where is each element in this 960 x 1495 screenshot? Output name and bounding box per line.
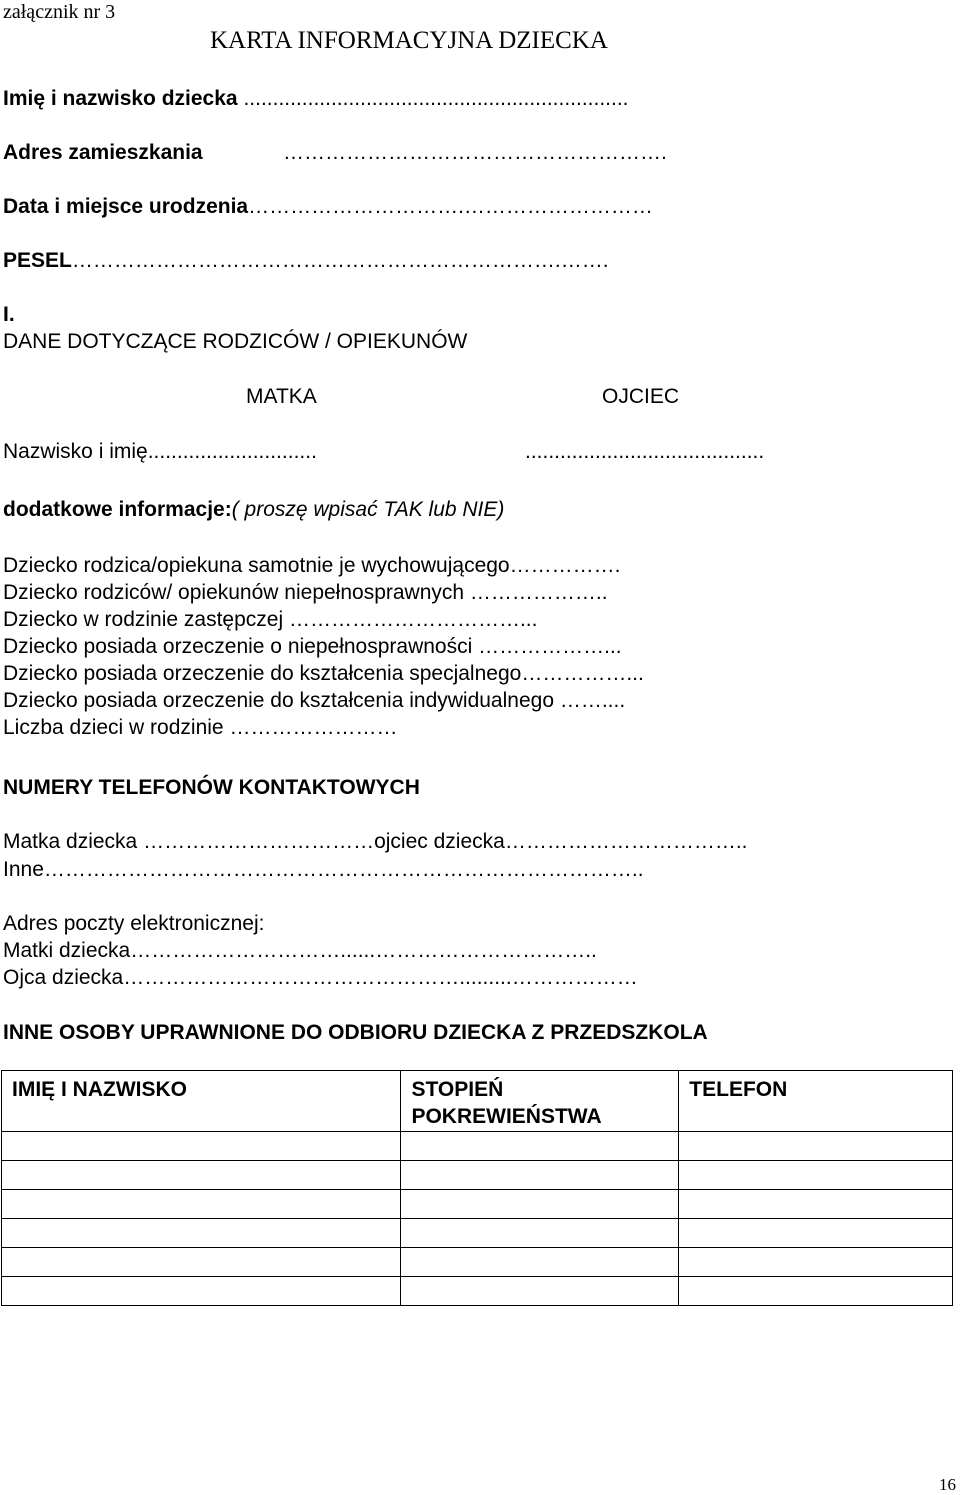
- pickup-table-body: [2, 1131, 953, 1305]
- mother-email-dots[interactable]: …………………………......…………………………..: [130, 939, 597, 962]
- child-birth-label: Data i miejsce urodzenia: [3, 195, 249, 218]
- mother-column-header: MATKA: [246, 385, 317, 408]
- mother-name-dots[interactable]: .............................: [147, 440, 317, 463]
- question-label: Dziecko posiada orzeczenie do kształcenia specjalnego: [3, 662, 522, 685]
- table-row: [2, 1131, 953, 1160]
- father-phone-dots[interactable]: ……………………………..: [504, 830, 748, 853]
- pickup-title: INNE OSOBY UPRAWNIONE DO ODBIORU DZIECKA Z PRZEDSZKOLA: [3, 1021, 708, 1044]
- mother-phone-dots[interactable]: ……………………………: [137, 830, 375, 853]
- table-row: [2, 1160, 953, 1189]
- email-title: Adres poczty elektronicznej:: [3, 912, 265, 935]
- question-answer-dots[interactable]: ……………………………...: [283, 608, 538, 631]
- father-name-dots[interactable]: .........................................: [525, 440, 765, 463]
- father-email-dots[interactable]: ………………………………………….........………………: [123, 966, 638, 989]
- question-answer-dots[interactable]: ……………...: [521, 662, 644, 685]
- question-special-education: [3, 663, 644, 684]
- question-label: Dziecko posiada orzeczenie do kształcenia indywidualnego: [3, 689, 554, 712]
- question-foster-family: [3, 609, 537, 630]
- table-row: [2, 1189, 953, 1218]
- phone-cell[interactable]: [679, 1247, 953, 1276]
- relation-cell[interactable]: [401, 1189, 679, 1218]
- father-phone-label: ojciec dziecka: [374, 830, 505, 853]
- additional-info-hint: ( proszę wpisać TAK lub NIE): [231, 498, 505, 521]
- table-row: [2, 1218, 953, 1247]
- name-cell[interactable]: [2, 1131, 401, 1160]
- parents-name-row: [3, 441, 317, 462]
- question-disabled-parents: [3, 582, 608, 603]
- table-row: [2, 1276, 953, 1305]
- child-pesel-label: PESEL: [3, 249, 72, 272]
- name-cell[interactable]: [2, 1160, 401, 1189]
- name-cell[interactable]: [2, 1276, 401, 1305]
- other-phone-dots[interactable]: …………………………………………………………………………..: [43, 858, 644, 881]
- relation-cell[interactable]: [401, 1218, 679, 1247]
- other-phone-label: Inne: [3, 858, 44, 881]
- annex-label: załącznik nr 3: [3, 1, 116, 23]
- parents-name-label: Nazwisko i imię: [3, 440, 148, 463]
- phone-cell[interactable]: [679, 1131, 953, 1160]
- question-label: Dziecko posiada orzeczenie o niepełnosprawności: [3, 635, 473, 658]
- mother-email-label: Matki dziecka: [3, 939, 131, 962]
- table-row: [2, 1247, 953, 1276]
- child-birth-dots[interactable]: ………………………….………………………: [248, 195, 653, 218]
- question-label: Dziecko rodziców/ opiekunów niepełnosprawnych: [3, 581, 465, 604]
- email-father-row: [3, 967, 638, 988]
- column-header-relation-line-1: STOPIEŃ: [411, 1078, 504, 1101]
- name-cell[interactable]: [2, 1189, 401, 1218]
- question-answer-dots[interactable]: ……………………: [223, 716, 398, 739]
- child-name-label: Imię i nazwisko dziecka: [3, 87, 238, 110]
- child-name-field: [3, 88, 629, 109]
- question-children-count: [3, 717, 397, 738]
- table-header-row: [2, 1071, 953, 1132]
- question-label: Liczba dzieci w rodzinie: [3, 716, 224, 739]
- question-answer-dots[interactable]: …………….: [509, 554, 621, 577]
- column-header-phone: TELEFON: [679, 1071, 953, 1132]
- question-single-parent: [3, 555, 620, 576]
- relation-cell[interactable]: [401, 1160, 679, 1189]
- column-header-name: IMIĘ I NAZWISKO: [2, 1071, 401, 1132]
- phones-title: NUMERY TELEFONÓW KONTAKTOWYCH: [3, 776, 420, 799]
- column-header-relation: [401, 1071, 679, 1132]
- child-name-dots[interactable]: ..................................................................: [237, 87, 629, 110]
- child-address-dots[interactable]: ……………………………………………….: [283, 141, 667, 164]
- child-address-label: Adres zamieszkania: [3, 141, 203, 164]
- name-cell[interactable]: [2, 1218, 401, 1247]
- mother-phone-label: Matka dziecka: [3, 830, 138, 853]
- phone-cell[interactable]: [679, 1276, 953, 1305]
- question-answer-dots[interactable]: ………………...: [472, 635, 622, 658]
- father-email-label: Ojca dziecka: [3, 966, 124, 989]
- email-mother-row: [3, 940, 597, 961]
- child-birth-field: [3, 196, 653, 217]
- child-address-field: [3, 142, 203, 163]
- pickup-persons-table: [1, 1070, 953, 1306]
- additional-info-heading: [3, 499, 504, 520]
- question-label: Dziecko w rodzinie zastępczej: [3, 608, 284, 631]
- page-number: 16: [939, 1475, 956, 1494]
- column-header-relation-line-2: POKREWIEŃSTWA: [411, 1105, 602, 1129]
- child-pesel-field: [3, 250, 609, 271]
- question-answer-dots[interactable]: ………………..: [464, 581, 608, 604]
- section-number: I.: [3, 303, 15, 326]
- document-title: KARTA INFORMACYJNA DZIECKA: [210, 27, 608, 54]
- phones-other-row: [3, 859, 644, 880]
- relation-cell[interactable]: [401, 1131, 679, 1160]
- name-cell[interactable]: [2, 1247, 401, 1276]
- question-disability-certificate: [3, 636, 622, 657]
- additional-info-label: dodatkowe informacje:: [3, 498, 232, 521]
- phone-cell[interactable]: [679, 1160, 953, 1189]
- question-answer-dots[interactable]: ……....: [554, 689, 626, 712]
- relation-cell[interactable]: [401, 1276, 679, 1305]
- question-label: Dziecko rodzica/opiekuna samotnie je wychowującego: [3, 554, 510, 577]
- child-pesel-dots[interactable]: …………………………………………………………….…….: [71, 249, 609, 272]
- relation-cell[interactable]: [401, 1247, 679, 1276]
- phone-cell[interactable]: [679, 1189, 953, 1218]
- phone-cell[interactable]: [679, 1218, 953, 1247]
- father-column-header: OJCIEC: [602, 385, 680, 408]
- section-title: DANE DOTYCZĄCE RODZICÓW / OPIEKUNÓW: [3, 330, 468, 353]
- phones-parents-row: [3, 831, 747, 852]
- question-individual-education: [3, 690, 625, 711]
